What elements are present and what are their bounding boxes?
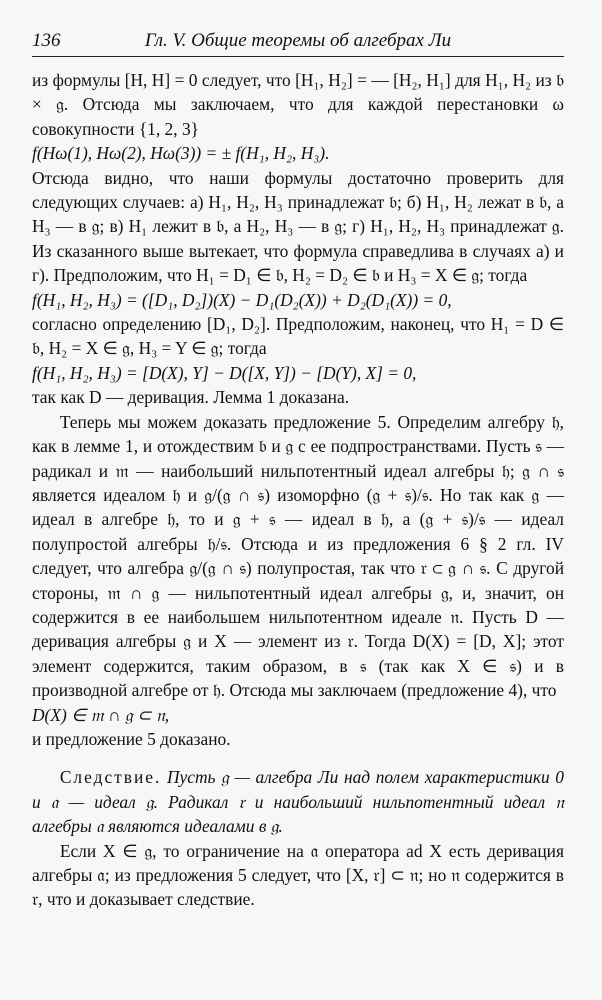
- paragraph: из формулы [H, H] = 0 следует, что [H₁, H₂] = — [H₂, H₁] для H₁, H₂ из 𝔟 × 𝔤. Отсюда мы заключаем, что для каждой перестановки ω совокупности {1, 2, 3}: [32, 70, 564, 139]
- running-header: [32, 28, 564, 57]
- paragraph: Если X ∈ 𝔤, то ограничение на 𝔞 оператора ad X есть деривация алгебры 𝔞; из предложения 5 следует, что [X, 𝔯] ⊂ 𝔫; но 𝔫 содержится в 𝔯, что и доказывает следствие.: [32, 840, 564, 910]
- equation: f(H₁, H₂, H₃) = [D(X), Y] − D([X, Y]) − [D(Y), X] = 0,: [32, 362, 417, 383]
- equation: D(X) ∈ 𝔪 ∩ 𝔤 ⊂ 𝔫,: [32, 704, 170, 725]
- paragraph: Теперь мы можем доказать предложение 5. Определим алгебру 𝔥, как в лемме 1, и отождествим 𝔟 и 𝔤 с ее подпространствами. Пусть 𝔰 — радикал и 𝔪 — наибольший нильпотентный идеал алгебры 𝔥; 𝔤 ∩ 𝔰 является идеалом 𝔥 и 𝔤/(𝔤 ∩ 𝔰) изоморфно (𝔤 + 𝔰)/𝔰. Но так как 𝔤 — идеал в алгебре 𝔥, то и 𝔤 + 𝔰 — идеал в 𝔥, а (𝔤 + 𝔰)/𝔰 — идеал полупростой алгебры 𝔥/𝔰. Отсюда и из предложения 6 § 2 гл. IV следует, что алгебра 𝔤/(𝔤 ∩ 𝔰) полупростая, так что 𝔯 ⊂ 𝔤 ∩ 𝔰. С другой стороны, 𝔪 ∩ 𝔤 — нильпотентный идеал алгебры 𝔤, и, значит, он содержится в ее наибольшем нильпотентном идеале 𝔫. Пусть D — деривация алгебры 𝔤 и X — элемент из 𝔯. Тогда D(X) = [D, X]; этот элемент содержится, таким образом, в 𝔰 (так как X ∈ 𝔰) и в производной алгебре от 𝔥. Отсюда мы заключаем (предложение 4), что: [32, 411, 564, 701]
- paragraph: и предложение 5 доказано.: [32, 728, 231, 749]
- corollary-label: Следствие.: [59, 767, 162, 788]
- spacer: [32, 751, 564, 765]
- paragraph: Отсюда видно, что наши формулы достаточно проверить для следующих случаев: а) H₁, H₂, H₃ принадлежат 𝔟; б) H₁, H₂ лежат в 𝔟, а H₃ — в 𝔤; в) H₁ лежит в 𝔟, а H₂, H₃ — в 𝔤; г) H₁, H₂, H₃ принадлежат 𝔤. Из сказанного выше вытекает, что формула справедлива в случаях а) и г). Предположим, что H₁ = D₁ ∈ 𝔟, H₂ = D₂ ∈ 𝔟 и H₃ = X ∈ 𝔤; тогда: [32, 167, 564, 286]
- page-body: [32, 68, 564, 912]
- running-title: Гл. V. Общие теоремы об алгебрах Ли: [144, 30, 452, 51]
- equation: f(H₁, H₂, H₃) = ([D₁, D₂])(X) − D₁(D₂(X)) + D₂(D₁(X)) = 0,: [32, 289, 452, 310]
- corollary-statement: Пусть 𝔤 — алгебра Ли над полем характеристики 0 и 𝔞 — идеал 𝔤. Радикал 𝔯 и наибольший нильпотентный идеал 𝔫 алгебры 𝔞 являются идеалами в 𝔤.: [32, 767, 564, 837]
- equation: f(Hω(1), Hω(2), Hω(3)) = ± f(H₁, H₂, H₃).: [32, 143, 330, 164]
- paragraph: согласно определению [D₁, D₂]. Предположим, наконец, что H₁ = D ∈ 𝔟, H₂ = X ∈ 𝔤, H₃ = Y ∈ 𝔤; тогда: [32, 314, 564, 359]
- page-number: 136: [32, 30, 61, 51]
- corollary: [32, 765, 564, 838]
- paragraph: так как D — деривация. Лемма 1 доказана.: [32, 387, 350, 408]
